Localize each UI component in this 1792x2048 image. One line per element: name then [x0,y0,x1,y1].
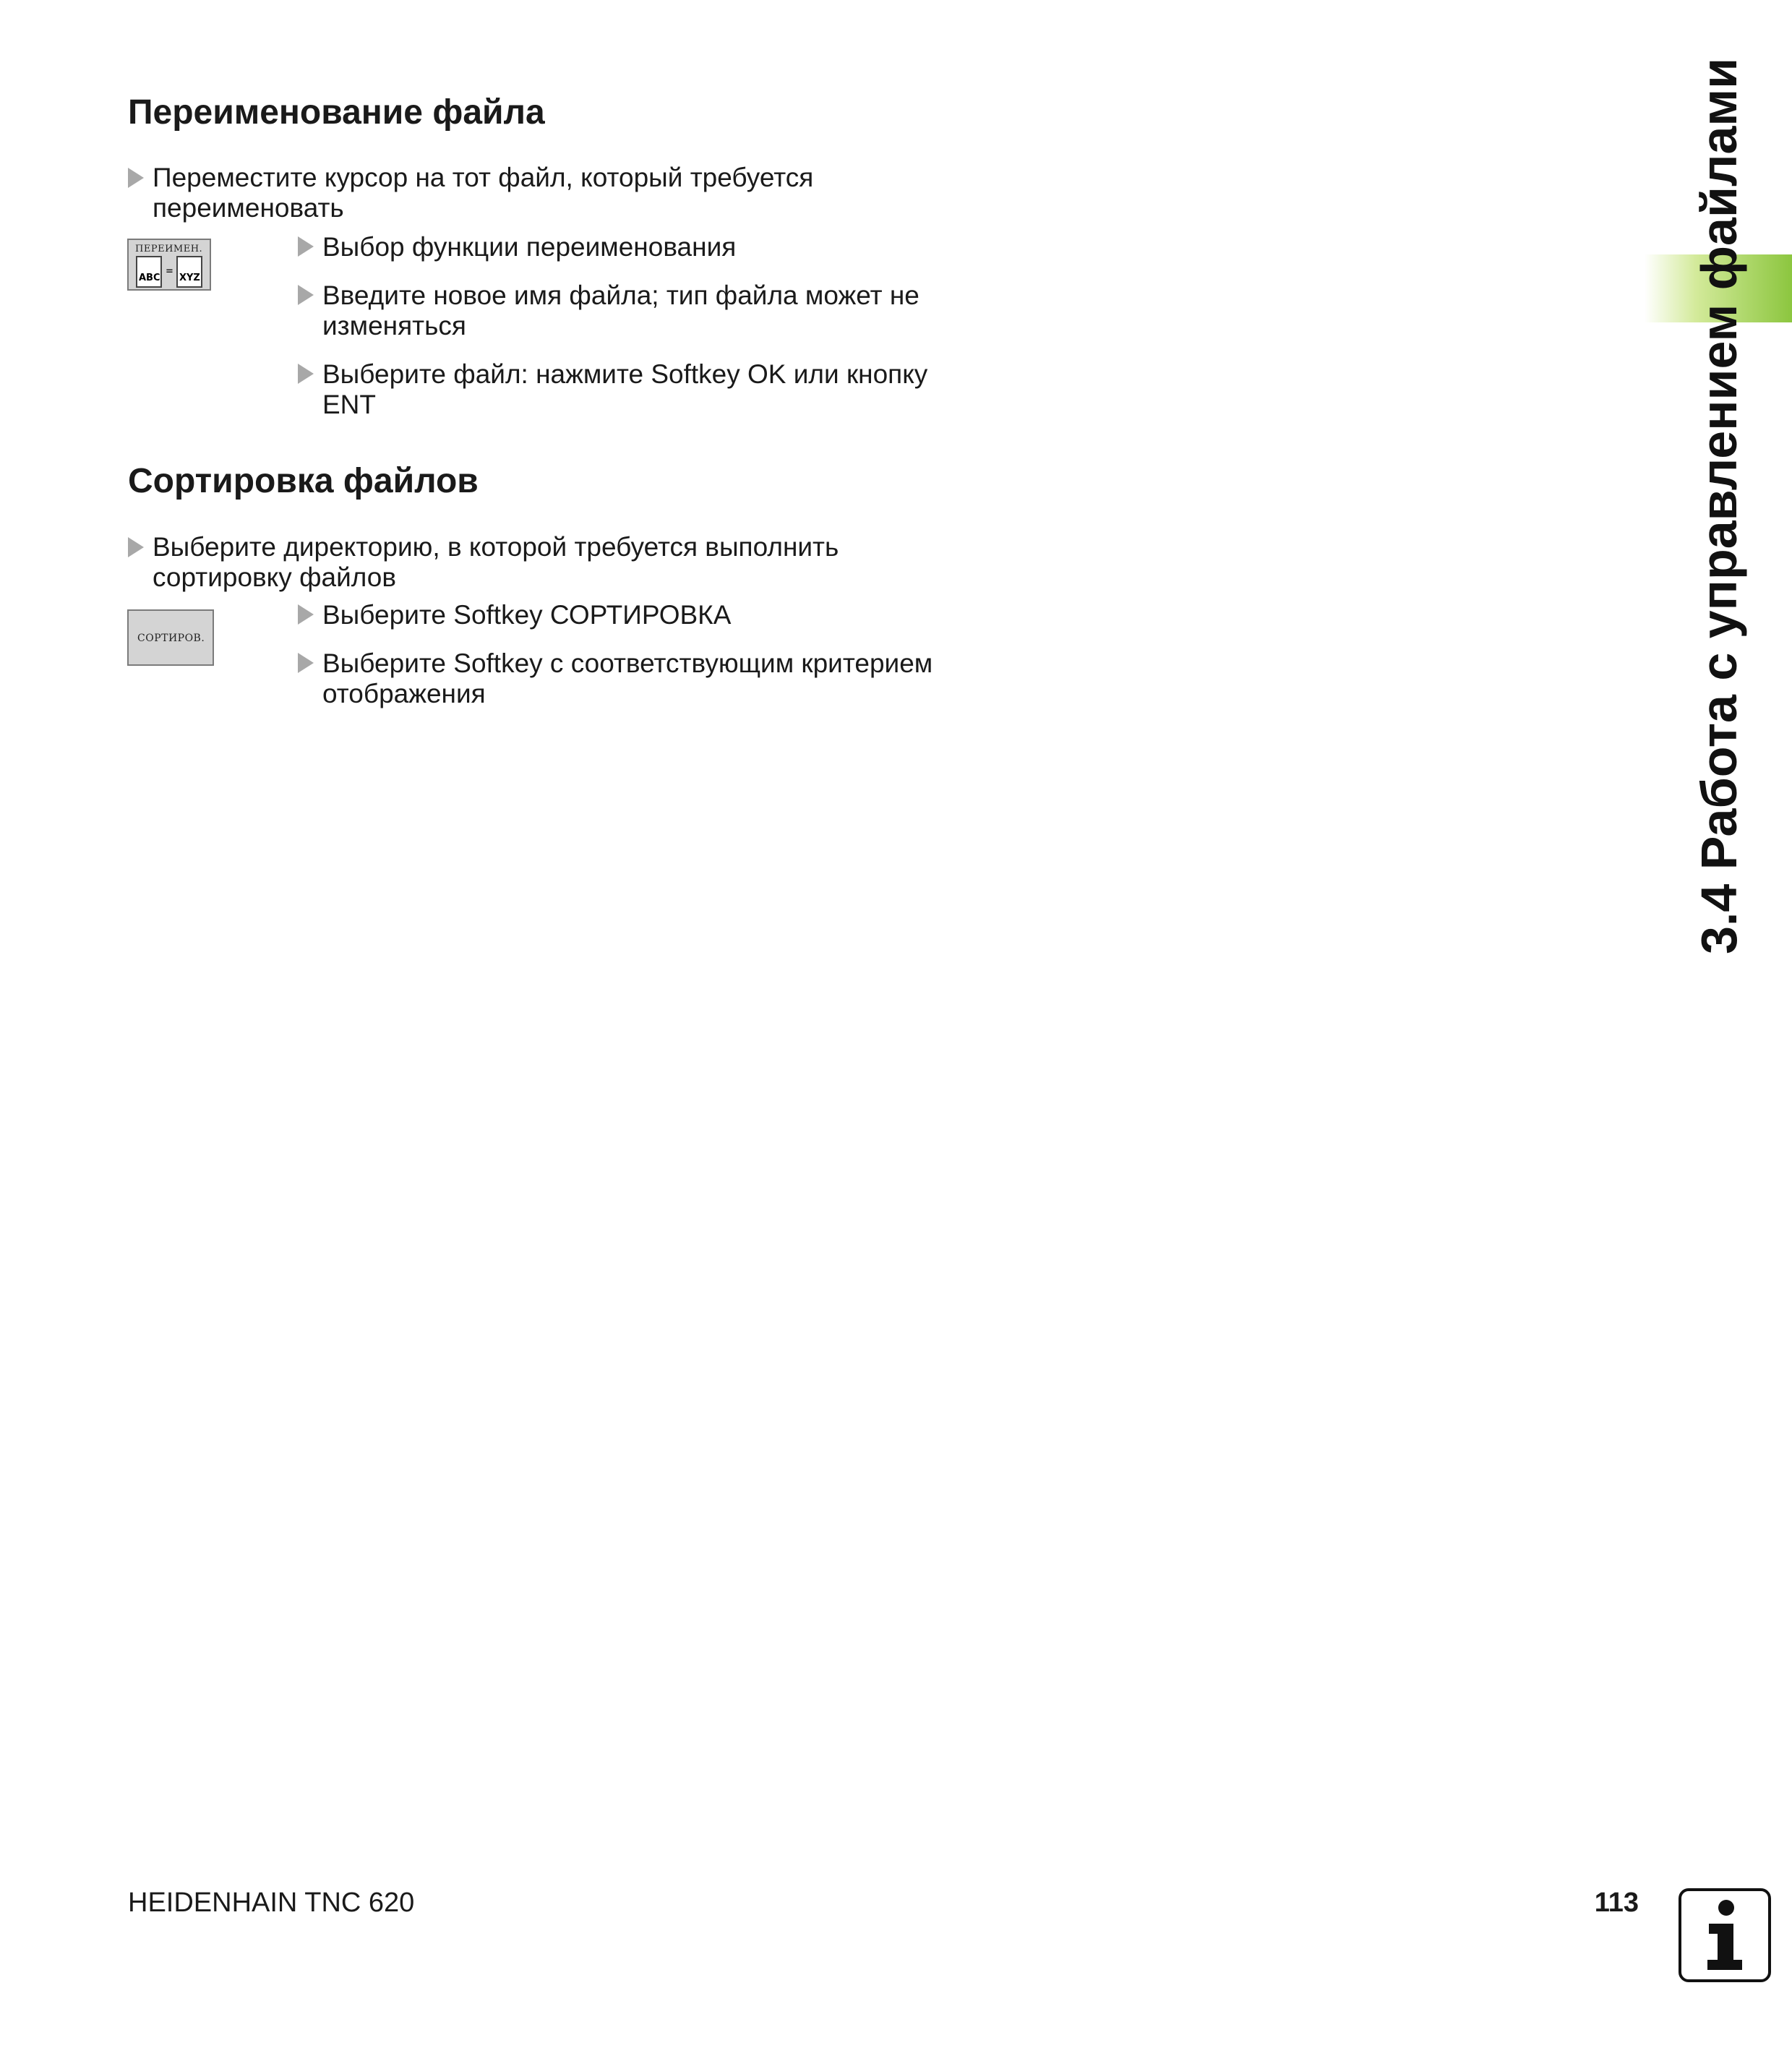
info-glyph-icon [1699,1898,1751,1973]
page-number: 113 [1594,1888,1639,1918]
step-sort-2: Выберите Softkey с соответствующим критерием отображения [298,648,933,709]
triangle-bullet-icon [128,168,144,188]
info-icon [1679,1888,1771,1982]
triangle-bullet-icon [128,537,144,557]
triangle-bullet-icon [298,604,314,625]
intro-step-sort: Выберите директорию, в которой требуется выполнить сортировку файлов [128,532,839,593]
document-icon: XYZ [176,256,202,288]
step-rename-1: Выбор функции переименования [298,232,736,262]
triangle-bullet-icon [298,364,314,384]
triangle-bullet-icon [298,285,314,305]
softkey-label: ПЕРЕИМЕН. [135,244,203,254]
rename-softkey[interactable] [127,239,211,291]
sort-softkey[interactable] [127,609,214,666]
intro-step-rename: Переместите курсор на тот файл, который требуется переименовать [128,163,813,223]
step-rename-3: Выберите файл: нажмите Softkey OK или кнопку ENT [298,359,927,420]
step-rename-2: Введите новое имя файла; тип файла может не изменяться [298,280,919,341]
document-icon: ABC [136,256,162,288]
triangle-bullet-icon [298,653,314,673]
triangle-bullet-icon [298,236,314,257]
step-sort-1: Выберите Softkey СОРТИРОВКА [298,600,731,630]
section-heading-rename: Переименование файла [128,93,545,132]
section-heading-sort: Сортировка файлов [128,462,479,500]
equals-sign: = [166,266,173,277]
chapter-side-title: 3.4 Работа с управлением файлами [1691,57,1747,954]
softkey-label: СОРТИРОВ. [137,633,205,644]
footer-product-name: HEIDENHAIN TNC 620 [128,1888,415,1918]
